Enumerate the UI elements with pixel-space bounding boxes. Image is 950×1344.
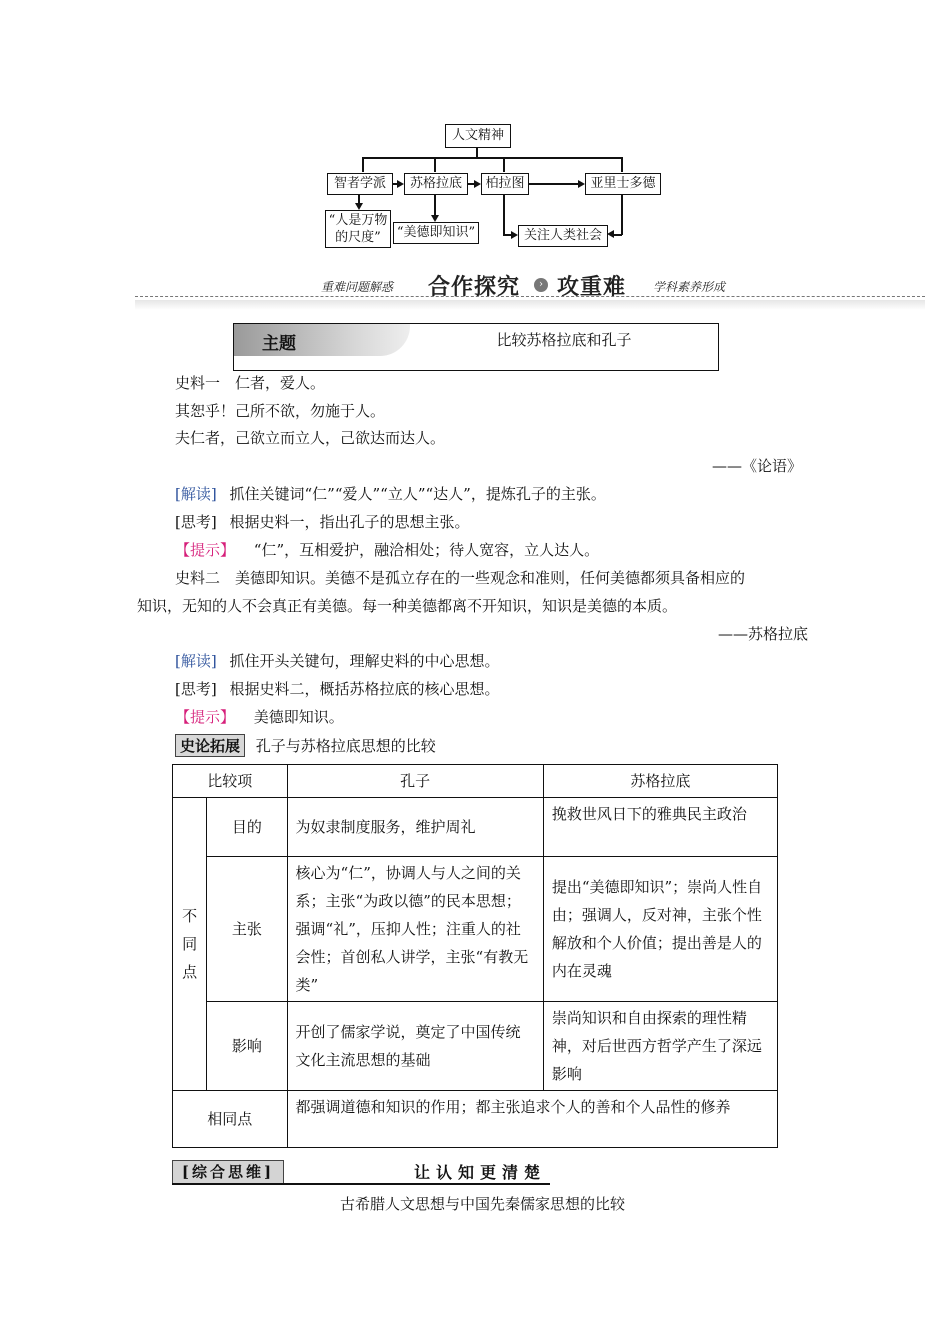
diagram-node-plato: 柏拉图: [481, 173, 529, 195]
material1-sikao: [175, 511, 470, 532]
topic-title: 比较苏格拉底和孔子: [496, 331, 632, 349]
synthesis-heading: [172, 1160, 550, 1184]
table-cell-socrates: 崇尚知识和自由探索的理性精神，对后世西方哲学产生了深远影响: [543, 1002, 777, 1091]
table-cell-kongzi: 核心为“仁”，协调人与人之间的关系；主张“为政以德”的民本思想；强调“礼”，压抑人性；注重人的社会性；首创私人讲学，主张“有教无类”: [287, 857, 543, 1002]
table-header-socrates: 苏格拉底: [543, 765, 777, 798]
tishi-tag: 【提示】: [175, 541, 236, 559]
tishi-text: 美德即知识。: [253, 708, 344, 726]
topic-box: [233, 323, 719, 371]
jiedu-tag: [解读]: [175, 485, 217, 503]
material2-line2: 知识，无知的人不会真正有美德。每一种美德都离不开知识，知识是美德的本质。: [137, 597, 678, 615]
divider-shade: [135, 300, 925, 310]
table-same-label: 相同点: [173, 1091, 288, 1148]
sikao-text: 根据史料二，概括苏格拉底的核心思想。: [229, 680, 500, 698]
diagram-sub-sophists: “人是万物的尺度”: [325, 210, 391, 248]
table-cell-kongzi: 开创了儒家学说，奠定了中国传统文化主流思想的基础: [287, 1002, 543, 1091]
table-cell-kongzi: 为奴隶制度服务，维护周礼: [287, 798, 543, 857]
diagram-node-sophists: 智者学派: [327, 173, 393, 195]
diagram-sub-socrates: “美德即知识”: [393, 222, 479, 244]
sikao-tag: [思考]: [175, 513, 217, 531]
diagram-node-socrates: 苏格拉底: [404, 173, 468, 195]
material1-line2: 其恕乎！己所不欲，勿施于人。: [175, 402, 386, 420]
material2-source: ——苏格拉底: [718, 625, 809, 643]
section-right-label: 学科素养形成: [653, 280, 726, 294]
section-title-b: 攻重难: [557, 275, 627, 300]
material2-jiedu: [175, 650, 500, 671]
table-header-kongzi: 孔子: [287, 765, 543, 798]
table-row: [173, 798, 778, 857]
table-cell-item: 影响: [207, 1002, 287, 1091]
synthesis-slogan: 让认知更清楚: [414, 1163, 547, 1182]
comparison-table: [172, 764, 778, 1148]
chevron-right-icon: ›: [534, 278, 548, 292]
jiedu-text: 抓住开头关键句，理解史料的中心思想。: [229, 652, 500, 670]
material1-source: ——《论语》: [712, 457, 803, 475]
synthesis-tag: [综合思维]: [172, 1160, 284, 1184]
synthesis-caption: 古希腊人文思想与中国先秦儒家思想的比较: [340, 1195, 626, 1213]
synthesis-underline: [172, 1183, 550, 1185]
material2-sikao: [175, 678, 500, 699]
topic-label: 主题: [262, 334, 296, 354]
table-cell-socrates: 挽救世风日下的雅典民主政治: [543, 798, 777, 857]
table-cell-item: 目的: [207, 798, 287, 857]
table-group-label: [173, 798, 207, 1091]
material1-tishi: [175, 539, 599, 560]
material2-line1: 史料二 美德即知识。美德不是孤立存在的一些观念和准则，任何美德都须具备相应的: [175, 569, 746, 587]
table-row: [173, 857, 778, 1002]
material1-line3: 夫仁者，己欲立而立人，己欲达而达人。: [175, 429, 446, 447]
divider: [135, 296, 925, 297]
material1-line1: 史料一 仁者，爱人。: [175, 374, 326, 392]
table-header-item: 比较项: [173, 765, 288, 798]
table-header-row: [173, 765, 778, 798]
topic-tab: [234, 324, 410, 356]
table-row: [173, 1002, 778, 1091]
table-cell-item: 主张: [207, 857, 287, 1002]
diagram-node-aristotle: 亚里士多德: [585, 173, 661, 195]
table-cell-socrates: 提出“美德即知识”；崇尚人性自由；强调人，反对神，主张个性解放和个人价值；提出善是人的内在灵魂: [543, 857, 777, 1002]
diagram-root: 人文精神: [445, 124, 511, 148]
material1-jiedu: [175, 483, 606, 504]
tishi-text: “仁”，互相爱护，融洽相处；待人宽容，立人达人。: [253, 541, 600, 559]
table-same-text: 都强调道德和知识的作用；都主张追求个人的善和个人品性的修养: [287, 1091, 777, 1148]
extension-title: 孔子与苏格拉底思想的比较: [255, 737, 436, 755]
material2-tishi: [175, 706, 344, 727]
jiedu-text: 抓住关键词“仁”“爱人”“立人”“达人”，提炼孔子的主张。: [229, 485, 606, 503]
sikao-tag: [思考]: [175, 680, 217, 698]
table-row: [173, 1091, 778, 1148]
sikao-text: 根据史料一，指出孔子的思想主张。: [229, 513, 470, 531]
extension-tag: 史论拓展: [175, 734, 245, 757]
extension-heading: [175, 734, 436, 757]
jiedu-tag: [解读]: [175, 652, 217, 670]
table-group-text: 不同点: [182, 907, 198, 981]
tishi-tag: 【提示】: [175, 708, 236, 726]
diagram-sub-society: 关注人类社会: [518, 225, 608, 247]
section-title-a: 合作探究: [428, 275, 521, 300]
section-left-label: 重难问题解惑: [321, 280, 394, 294]
